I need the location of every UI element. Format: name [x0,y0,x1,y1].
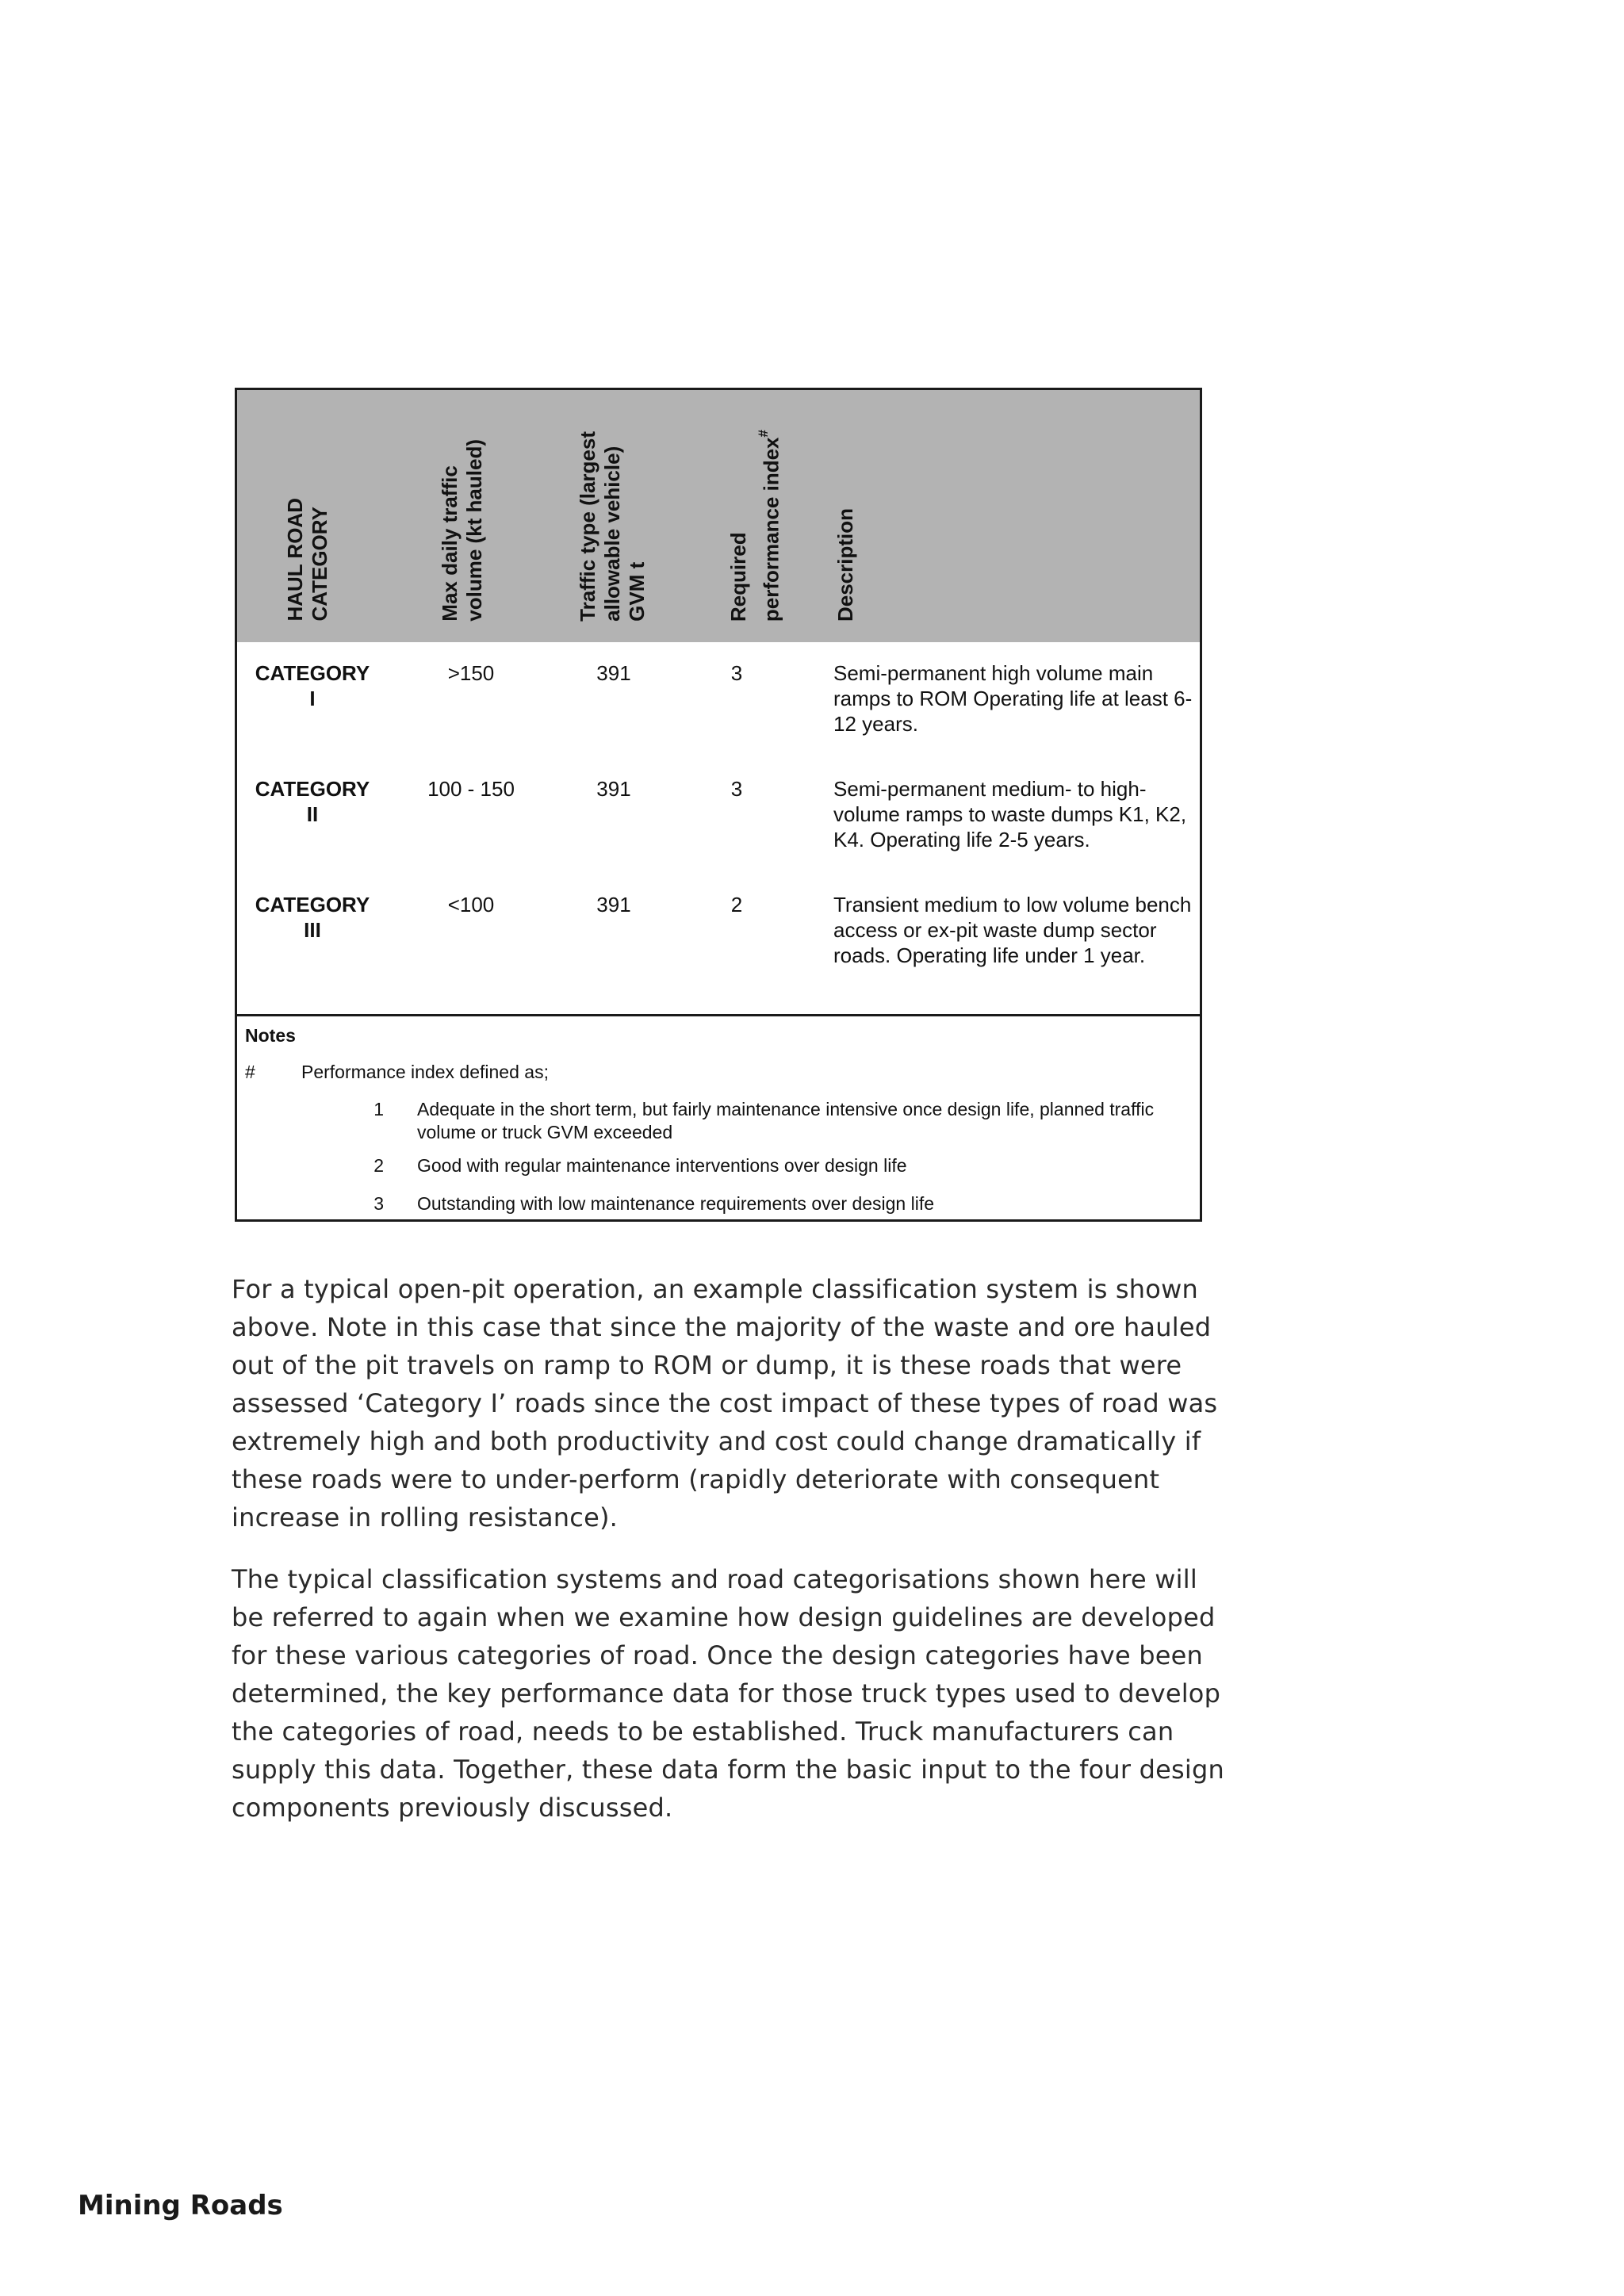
note-2-number: 2 [373,1155,384,1176]
note-3-number: 3 [373,1193,384,1214]
notes-intro: Performance index defined as; [301,1062,549,1082]
notes-symbol: # [245,1062,255,1082]
header-performance-label: Required performance index [726,437,783,622]
row-1-description: Semi-permanent high volume main ramps to ROM Operating life at least 6- 12 years. [833,661,1193,736]
row-2-traffic: 391 [596,777,631,801]
note-1-text: Adequate in the short term, but fairly maintenance intensive once design life, planned traffic volume or truck GVM exceeded [417,1099,1155,1142]
row-2-volume: 100 - 150 [427,777,515,801]
row-2-index: 3 [730,777,743,801]
row-3-category: CATEGORY III [255,893,370,942]
classification-table [235,388,1202,1222]
note-1-number: 1 [373,1099,384,1119]
row-3-volume: <100 [447,893,495,916]
notes-divider [237,1014,1200,1016]
row-1-category: CATEGORY I [255,661,370,710]
header-category: HAUL ROAD CATEGORY [283,498,331,622]
table-header [237,390,1200,642]
row-1-traffic: 391 [596,661,631,685]
footer-title: Mining Roads [78,2190,283,2221]
note-3-text: Outstanding with low maintenance requirements over design life [417,1193,935,1214]
row-3-index: 2 [730,893,743,916]
body-paragraph-1: For a typical open-pit operation, an example classification system is shown above. Note in this case that since the majority of the waste and ore hauled out of the pit travels on ramp to ROM or dump, it is these roads that were assessed ‘Category I’ roads since the cost impact of these types of road was extremely high and both productivity and cost could change dramatically if these roads were to under-perform (rapidly deteriorate with consequent increase in rolling resistance). [232,1274,1218,1533]
header-performance-mark: # [756,429,771,438]
header-description: Description [833,507,857,622]
header-traffic: Traffic type (largest allowable vehicle) GVM t [576,431,649,622]
body-paragraph-2: The typical classification systems and road categorisations shown here will be referred to again when we examine how design guidelines are developed for these various categories of road. Once the design categories have been determined, the key performance data for those truck types used to develop the categories of road, needs to be established. Truck manufacturers can supply this data. Together, these data form the basic input to the four design components previously discussed. [232,1564,1224,1823]
note-2-text: Good with regular maintenance interventions over design life [417,1155,907,1176]
row-3-traffic: 391 [596,893,631,916]
row-1-volume: >150 [447,661,495,685]
header-volume: Max daily traffic volume (kt hauled) [438,439,486,622]
row-2-description: Semi-permanent medium- to high-volume ramps to waste dumps K1, K2, K4. Operating life 2-5 years. [833,777,1187,851]
row-2-category: CATEGORY II [255,777,370,826]
row-1-index: 3 [730,661,743,685]
notes-title: Notes [245,1025,296,1046]
header-performance [726,430,784,622]
row-3-description: Transient medium to low volume bench access or ex-pit waste dump sector roads. Operating life under 1 year. [833,893,1192,967]
